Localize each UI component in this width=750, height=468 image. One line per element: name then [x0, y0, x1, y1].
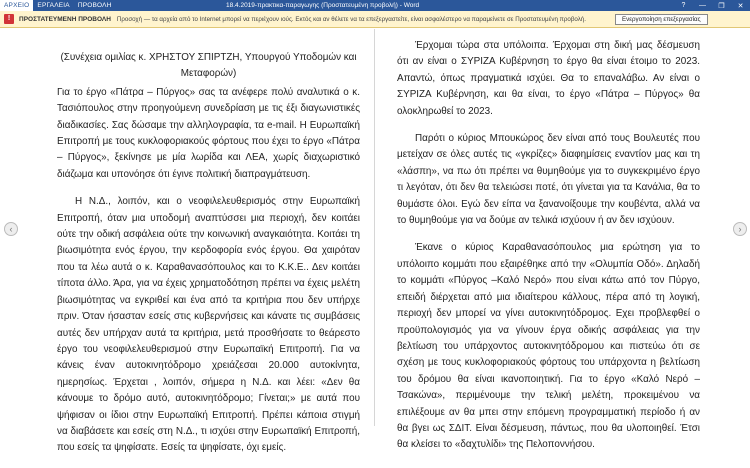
left-page	[57, 50, 360, 468]
paragraph: Παρότι ο κύριος Μπουκώρος δεν είναι από τους Βουλευτές που μετείχαν σε όλες αυτές τις «γκρίζες» διαφημίσεις εναντίον μας και τη «λάσπη», να πω ότι πρέπει να θυμηθούμε για το συγκεκριμένο έργο τι λεγόταν, ότι δεν θα τελειώσει ποτέ, ότι γίνεται για τα Κανάλια, θα το θυμάστε όλοι. Εγώ δεν είπα να ξανανοίξουμε την κουβέντα, αλλά να το θυμηθούμε για να δούμε αν τελικά ισχύουν ή αν δεν ισχύουν.	[397, 133, 700, 227]
restore-button[interactable]: ❐	[718, 2, 725, 10]
help-button[interactable]: ?	[681, 2, 686, 9]
enable-editing-button[interactable]: Ενεργοποίηση επεξεργασίας	[615, 14, 708, 25]
right-page	[397, 38, 700, 465]
protected-view-bar	[0, 11, 750, 28]
tab-file[interactable]: ΑΡΧΕΙΟ	[0, 0, 33, 11]
tab-view[interactable]: ΠΡΟΒΟΛΗ	[77, 2, 112, 9]
paragraph: Η Ν.Δ., λοιπόν, και ο νεοφιλελευθερισμός στην Ευρωπαϊκή Επιτροπή, όταν μια υποδομή αναπτύσσει μια περιοχή, δεν κοιτάει ούτε την οδική ασφάλεια ούτε την κοινωνική αναγκαιότητα. Κοιτάει τη βιωσιμότητα ενός έργου, την κερδοφορία ενός έργου. Θα χαιρόταν που τα λέω αυτά ο κ. Καραθανασόπουλος και το Κ.Κ.Ε.. Δεν κοιτάει τίποτα άλλο. Άρα, για να έχεις χρηματοδότηση πρέπει να έχεις μελέτη βιωσιμότητας να εγκριθεί και ένα από τα κριτήρια που δεν υπήρχε πριν. Όταν ήσασταν εσείς στις κυβερνήσεις και κάνατε τις συμβάσεις αυτές δεν υπήρχαν αυτά τα κριτήρια, μετά προσθήσατε το θεάρεστο έργο του νεοφιλελευθερισμού στην Ευρωπαϊκή Επιτροπή. Για να κάνεις έναν αυτοκινητόδρομο χρειάζεσαι 20.000 αυτοκίνητα, ημερησίως. Έρχεται , λοιπόν, σήμερα η Ν.Δ. και λέει: «Δεν θα κάνουμε το δρόμο αυτό, αυτοκινητόδρομο; Γίνεται;» με αυτά που ψήφισαν οι ίδιοι στην Ευρωπαϊκή Επιτροπή. Πρέπει κάποια στιγμή να διαβάσετε και εσείς στη Ν.Δ., τι ισχύει στην Ευρωπαϊκή Επιτροπή, που εσείς τα ψηφίσατε. Εσείς τα ψηφίσατε, όχι εμείς.	[57, 196, 360, 454]
protected-view-title: ΠΡΟΣΤΑΤΕΥΜΕΝΗ ΠΡΟΒΟΛΗ	[19, 15, 111, 23]
document-view[interactable]	[0, 29, 750, 454]
page-divider	[374, 29, 375, 426]
paragraph: Έκανε ο κύριος Καραθανασόπουλος μια ερώτηση για το υπόλοιπο κομμάτι που εξαιρέθηκε από την «Ολυμπία Οδό». Δηλαδή το κομμάτι «Πύργος –Καλό Νερό» που είναι κάτω από τον Πύργο, επειδή διέρχεται από μια ιδιαίτερου κάλλους, πέρα από τη λογική, περιοχή δεν μπορεί να γίνει αυτοκινητόδρομος. Εχει προβλεφθεί ο προϋπολογισμός για να γίνουν έργα οδικής ασφάλειας για την βελτίωση του υπάρχοντος αυτοκινητόδρομου και πιστεύω ότι σε σχέση με τους κυκλοφοριακούς φόρτους του υπάρχοντα η βελτίωση του δρόμου θα είναι ικανοποιητική. Για το έργο «Καλό Νερό – Τσακώνα», περιμένουμε την τελική μελέτη, προκειμένου να επιλέξουμε αν θα μπει στην επόμενη προγραμματική περίοδο ή αν θα βγει ως ΣΔΙΤ. Είναι δέσμευση, πάντως, που θα υλοποιηθεί. Έτσι θα κλείσει το «δαχτυλίδι» της Πελοποννήσου.	[397, 242, 700, 451]
ribbon-tabs	[0, 0, 116, 11]
close-button[interactable]: ✕	[737, 2, 744, 10]
window-title: 18.4.2019-πρακτικα-παραγωγης (Προστατευμένη προβολή) - Word	[226, 2, 420, 9]
window-controls	[674, 0, 750, 11]
paragraph: Έρχομαι τώρα στα υπόλοιπα. Έρχομαι στη δική μας δέσμευση ότι αν είναι ο ΣΥΡΙΖΑ Κυβέρνηση το έργο θα είναι έτοιμο το 2023. Απαντώ, όπως πραγματικά ισχύει. Θα το επαναλάβω. Αν είναι ο ΣΥΡΙΖΑ Κυβέρνηση, και θα είναι, το έργο «Πάτρα – Πύργος» θα ολοκληρωθεί το 2023.	[397, 40, 700, 117]
minimize-button[interactable]: —	[699, 2, 706, 9]
paragraph: Για το έργο «Πάτρα – Πύργος» σας τα ανέφερε πολύ αναλυτικά ο κ. Τασιόπουλος στην προηγούμενη συνεδρίαση με τις έξι διαγωνιστικές διαδικασίες. Σας δώσαμε την αλληλογραφία, τα e-mail. Η Ευρωπαϊκή Επιτροπή με τους κυκλοφοριακούς φόρτους που έχει το έργο «Πάτρα – Πύργος», ξεκίνησε με μία λωρίδα και ΛΕΑ, χωρίς διαχωριστικό διάζωμα και υπονόησε ότι έγινε πολιτική διαπραγμάτευση.	[57, 86, 360, 180]
next-page-button[interactable]: ›	[733, 222, 747, 236]
speech-heading: (Συνέχεια ομιλίας κ. ΧΡΗΣΤΟΥ ΣΠΙΡΤΖΗ, Υπουργού Υποδομών και Μεταφορών)	[60, 52, 357, 80]
tab-tools[interactable]: ΕΡΓΑΛΕΙΑ	[37, 2, 70, 9]
previous-page-button[interactable]: ‹	[4, 222, 18, 236]
protected-view-message: Προσοχή — τα αρχεία από το Internet μπορεί να περιέχουν ιούς. Εκτός και αν θέλετε να τα επεξεργαστείτε, είναι ασφαλέστερο να παραμείνετε σε Προστατευμένη προβολή.	[116, 15, 586, 23]
shield-warning-icon: !	[4, 14, 14, 24]
title-bar	[0, 0, 750, 11]
